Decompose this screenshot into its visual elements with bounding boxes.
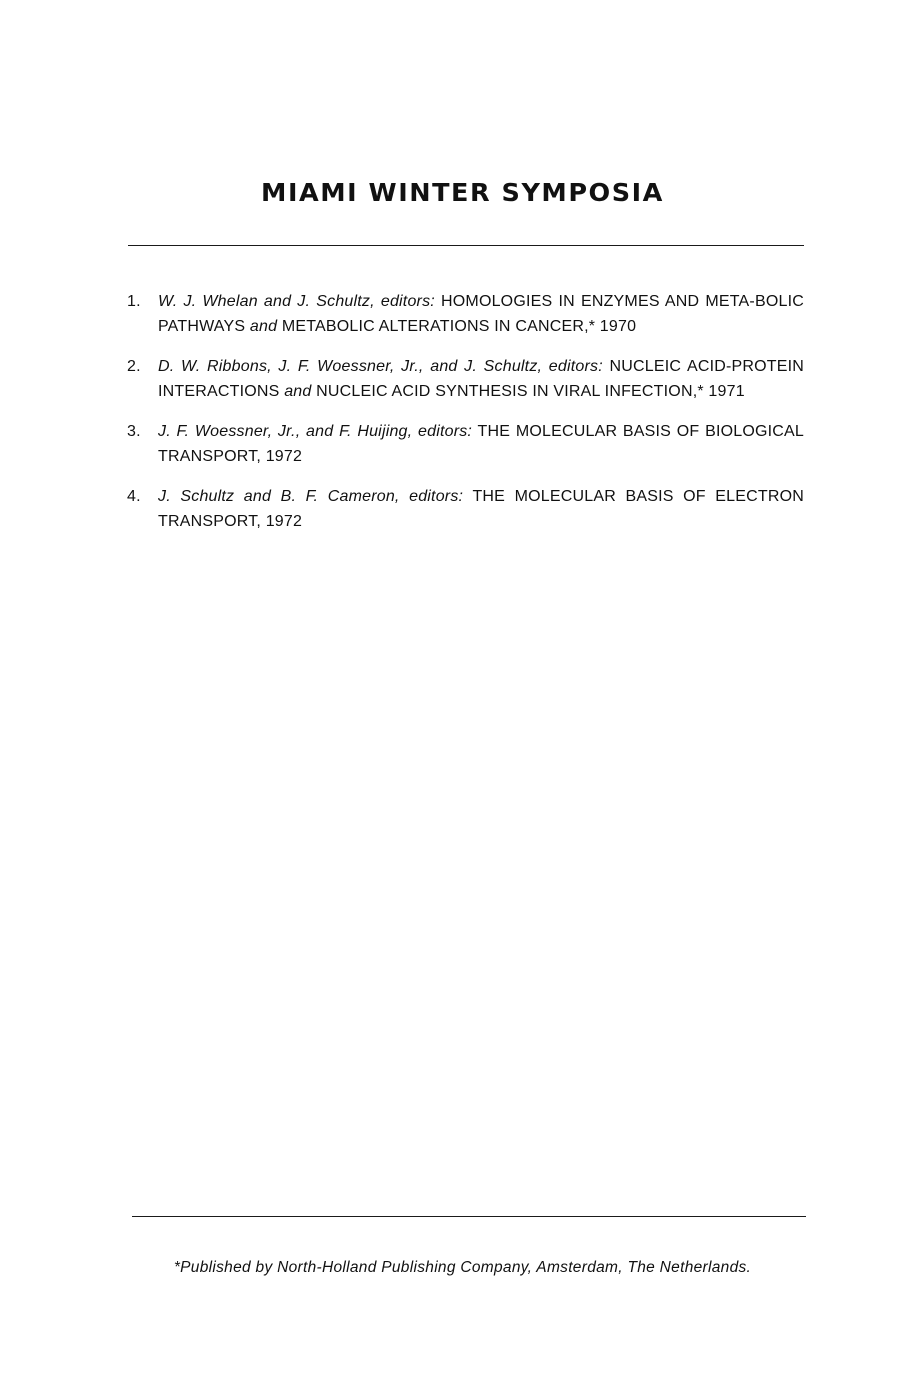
volume-title: HOMOLOGIES IN ENZYMES AND META-BOLIC PATHWAYS: [158, 293, 804, 335]
volume-entry-1: [124, 289, 804, 339]
entry-number: 3.: [127, 423, 141, 440]
volume-title-second: METABOLIC ALTERATIONS IN CANCER,* 1970: [281, 318, 637, 335]
volume-title-second: NUCLEIC ACID SYNTHESIS IN VIRAL INFECTION,* 1971: [316, 383, 745, 400]
top-divider: [128, 245, 804, 246]
entry-number: 1.: [127, 293, 141, 310]
editors-credit: J. Schultz and B. F. Cameron, editors:: [158, 488, 464, 505]
bottom-divider: [132, 1216, 806, 1217]
volume-title: THE MOLECULAR BASIS OF ELECTRON TRANSPORT, 1972: [158, 488, 805, 530]
editors-credit: W. J. Whelan and J. Schultz, editors:: [158, 293, 435, 310]
entry-number: 4.: [127, 488, 141, 505]
series-title: MIAMI WINTER SYMPOSIA: [261, 178, 664, 207]
editors-credit: J. F. Woessner, Jr., and F. Huijing, editors:: [158, 423, 473, 440]
volume-entry-3: [124, 419, 804, 469]
title-conjunction: and: [284, 383, 312, 400]
volume-title: NUCLEIC ACID-PROTEIN INTERACTIONS: [158, 358, 805, 400]
entry-number: 2.: [127, 358, 141, 375]
title-conjunction: and: [249, 318, 278, 335]
volume-title: THE MOLECULAR BASIS OF BIOLOGICAL TRANSPORT, 1972: [158, 423, 805, 465]
editors-credit: D. W. Ribbons, J. F. Woessner, Jr., and J. Schultz, editors:: [158, 358, 603, 375]
volume-entry-2: [124, 354, 804, 404]
volume-list: [124, 289, 804, 549]
publisher-footnote: *Published by North-Holland Publishing Company, Amsterdam, The Netherlands.: [173, 1259, 752, 1276]
volume-entry-4: [124, 484, 804, 534]
